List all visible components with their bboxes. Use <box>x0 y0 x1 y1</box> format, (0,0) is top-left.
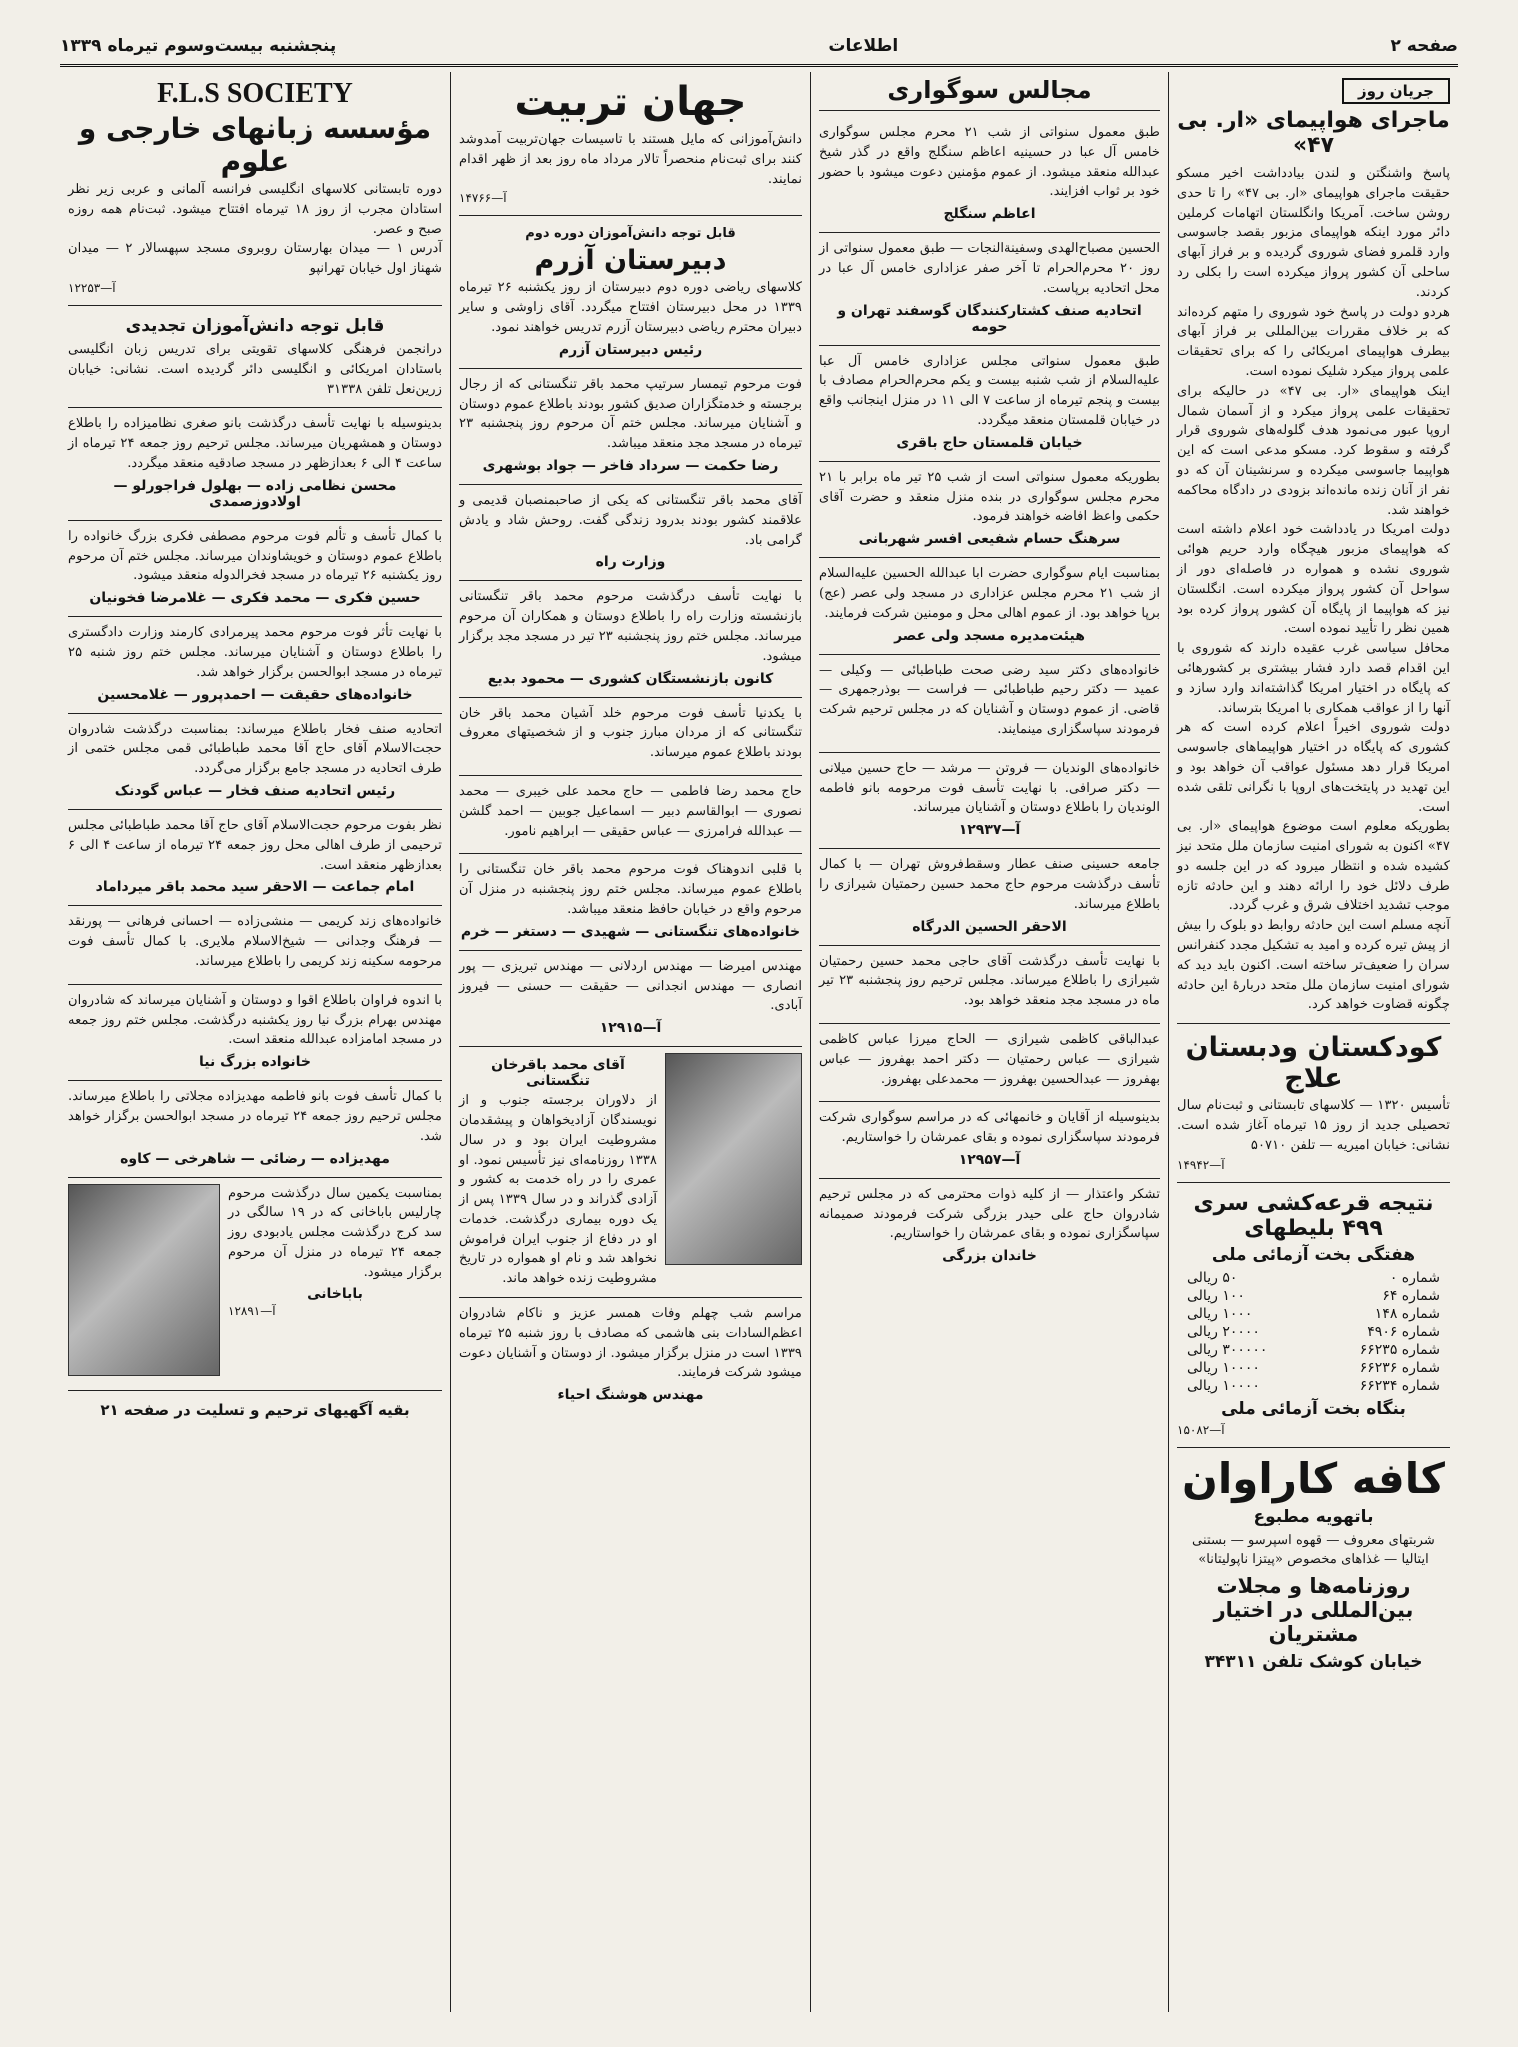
lottery-number: شماره ۶۴ <box>1382 1287 1440 1304</box>
notice-text: خانواده‌های دکتر سید رضی صحت طباطبائی — وکیلی — عمید — دکتر رحیم طباطبائی — فراست — بوذرجمهری — قاضی. از عموم دوستان و آشنایان که در مجلس ترحیم شرکت فرمودند سپاسگزاری مینمایند. <box>819 662 1160 737</box>
lottery-subtitle: هفتگی بخت آزمائی ملی <box>1211 1244 1416 1265</box>
obituary-notice <box>68 617 442 713</box>
notice-text: بمناسبت یکمین سال درگذشت مرحوم چارلیس باباخانی که در ۱۹ سالگی در سد کرج درگذشت مجلس یادبودی روز جمعه ۲۴ تیرماه در منزل آن مرحوم برگزار میشود. <box>228 1185 442 1280</box>
mourning-notice <box>819 655 1160 753</box>
mourning-notice <box>819 233 1160 345</box>
class-text: درانجمن فرهنگی کلاسهای تقویتی برای تدریس زبان انگلیسی باستادان امریکائی و انگلیسی دائر گردیده است. نشانی: خیابان زرین‌نعل تلفن ۳۱۳۳۸ <box>68 341 442 397</box>
portrait-photo <box>665 1053 802 1265</box>
column-mourning <box>810 72 1168 2012</box>
notice-signature: خانواده‌های حقیقت — احمدپرور — غلامحسین <box>97 686 413 703</box>
editorial-paragraph: بطوریکه معلوم است موضوع هواپیمای «ار. بی ۴۷» اکنون به شورای امنیت سازمان ملل متحد نیز کشیده شده و انتظار میرود که در این جلسه دو طرف دلائل خود را ارائه دهند و این حادثه تازه موجب تشدید اختلاف شرق و غرب گردد. <box>1177 819 1450 914</box>
notice-text: طبق معمول سنواتی مجلس عزاداری خامس آل عبا علیه‌السلام از شب شنبه بیست و یکم محرم‌الحرام مصادف با بیست و پنجم تیرماه از ساعت ۷ الی ۱۱ در منزل اینجانب واقع در خیابان قلمستان منعقد میگردد. <box>819 353 1160 428</box>
lottery-amount: ۱۰۰۰ ریالی <box>1187 1305 1253 1322</box>
notice-text: جامعه حسینی صنف عطار وسقط‌فروش تهران — با کمال تأسف درگذشت مرحوم حاج محمد حسین رحمتیان شیرازی را باطلاع میرساند. <box>819 857 1160 912</box>
notice-code: آ—۱۲۸۹۱ <box>228 1304 276 1319</box>
editorial-paragraph: دولت امریکا در یادداشت خود اعلام داشته است که هواپیمای مزبور هیچگاه وارد حریم هوائی شوروی نشده و همواره در فاصله‌ای دور از سواحل آن کشور پرواز میکرده است. انگلستان نیز که هواپیما از پایگاه آن کشور پرواز کرده بود همین نظر را تأیید نموده است. <box>1177 522 1450 637</box>
editorial-paragraph: اینک هواپیمای «ار. بی ۴۷» در حالیکه برای تحقیقات علمی پرواز میکرد و از آسمان شمال اروپا عبور می‌نمود هدف گلوله‌های شوروی قرار گرفته و سقوط کرد. مسکو مدعی است که این هواپیما جاسوسی میکرده و سرنشینان آن که دو نفر از آنان زنده مانده‌اند بزودی در دادگاه محاکمه خواهند شد. <box>1177 383 1450 518</box>
editorial-block <box>1177 72 1450 1024</box>
mourning-notice <box>819 946 1160 1024</box>
notice-signature: مهدیزاده — رضائی — شاهرخی — کاوه <box>120 1150 390 1167</box>
notice-text: با یکدنیا تأسف فوت مرحوم خلد آشیان محمد باقر خان تنگستانی که از مردان مبارز جنوب و از شخصیتهای معروف بودند باطلاع عموم میرساند. <box>459 705 802 761</box>
mourning-notice <box>819 1024 1160 1102</box>
obituary-notice <box>459 369 802 485</box>
remedial-class-ad <box>68 306 442 408</box>
lottery-code: آ—۱۵۰۸۲ <box>1177 1422 1225 1437</box>
school-address: آدرس ۱ — میدان بهارستان روبروی مسجد سپهسالار ۲ — میدان شهناز اول خیابان تهرانپو <box>68 241 442 277</box>
mourning-notice <box>819 1102 1160 1179</box>
journals-title: روزنامه‌ها و مجلات بین‌المللی در اختیار مشتریان <box>1213 1574 1414 1647</box>
newspaper-name: اطلاعات <box>828 36 899 56</box>
notice-signature: اعاظم سنگلج <box>943 206 1036 223</box>
lottery-number: شماره ۴۹۰۶ <box>1367 1323 1440 1340</box>
school-ad <box>459 216 802 368</box>
obituary-notice <box>459 776 802 854</box>
notice-signature: رئیس اتحادیه صنف فخار — عباس گودنک <box>114 782 396 799</box>
school-signature: رئیس دبیرستان آزرم <box>558 341 703 358</box>
notice-text: با اندوه فراوان باطلاع اقوا و دوستان و آشنایان میرساند که شادروان مهندس بهرام بزرگ نیا روز یکشنبه درگذشت. مجلس ختم روز جمعه در مسجد امامزاده عبدالله منعقد است. <box>68 992 442 1048</box>
lottery-row <box>1177 1341 1450 1359</box>
lottery-number: شماره ۰ <box>1389 1269 1440 1286</box>
mourning-title: مجالس سوگواری <box>819 76 1160 111</box>
lottery-amount: ۱۰۰۰۰ ریالی <box>1187 1377 1260 1394</box>
notice-signature: کانون بازنشستگان کشوری — محمود بدیع <box>487 670 774 687</box>
lottery-footer: بنگاه بخت آزمائی ملی <box>1221 1398 1406 1419</box>
cafe-ad <box>1177 1448 1450 1673</box>
memorial-photo-notice <box>68 1178 442 1391</box>
obituary-notice <box>459 485 802 581</box>
column-language-school <box>60 72 450 2012</box>
notice-text: بطوریکه معمول سنواتی است از شب ۲۵ تیر ماه برابر با ۲۱ محرم مجلس سوگواری در بنده منزل منعقد و حضرت آقای حکمی واعظ افاضه خواهند فرمود. <box>819 469 1161 525</box>
lottery-amount: ۱۰۰ ریالی <box>1187 1287 1245 1304</box>
lottery-amount: ۲۰۰۰۰ ریالی <box>1187 1323 1260 1340</box>
school-latin-title: F.L.S SOCIETY <box>157 78 353 109</box>
notice-text: آقای محمد باقر تنگستانی که یکی از صاحبمنصبان قدیمی و علاقمند کشور بودند بدرود زندگی گفت. روحش شاد و یادش گرامی باد. <box>459 492 802 548</box>
notice-text: طبق معمول سنواتی از شب ۲۱ محرم مجلس سوگواری خامس آل عبا در حسینیه اعاظم سنگلج واقع در گذر شیخ عبدالله منعقد میشود. از عموم مؤمنین دعوت میشود با حضور خود بر ثواب افزایند. <box>819 125 1161 200</box>
notice-text: اتحادیه صنف فخار باطلاع میرساند: بمناسبت درگذشت شادروان حجت‌الاسلام آقای حاج آقا محمد طباطبائی قمی مجلس ختمی از طرف اتحادیه در مسجد جامع برگزار می‌گردد. <box>68 721 442 777</box>
obituary-notice <box>459 581 802 697</box>
mourning-notice <box>819 346 1160 462</box>
notice-signature: آ—۱۲۹۳۷ <box>958 822 1021 839</box>
notice-signature: مهندس هوشنگ احیاء <box>557 1387 704 1404</box>
notice-signature: آ—۱۲۹۵۷ <box>958 1151 1021 1168</box>
lottery-amount: ۵۰ ریالی <box>1187 1269 1238 1286</box>
notice-text: خانواده‌های الوندیان — فروتن — مرشد — حاج حسین میلانی — دکتر صرافی. با نهایت تأسف فوت مرحومه بانو فاطمه الوندیان را باطلاع دوستان و آشنایان میرساند. <box>819 760 1160 816</box>
school-text: دوره تابستانی کلاسهای انگلیسی فرانسه آلمانی و عربی زیر نظر استادان مجرب از روز ۱۸ تیرماه افتتاح میشود. ثبت‌نام همه روزه صبح و عصر. <box>68 182 443 237</box>
editorial-paragraph: محافل سیاسی غرب عقیده دارند که شوروی با این اقدام قصد دارد فشار بیشتری بر کشورهائی که پایگاه در اختیار امریکا گذاشته‌اند وارد سازد و آنها را از عواقب همکاری با امریکا بترساند. <box>1177 641 1450 716</box>
obituary-notice <box>68 1081 442 1177</box>
ad-code: آ—۱۴۹۴۲ <box>1177 1157 1225 1172</box>
notice-text: فوت مرحوم تیمسار سرتیپ محمد باقر تنگستانی که از رجال برجسته و خدمتگزاران صدیق کشور بودند باطلاع عموم دوستان و آشنایان میرساند. مجلس ختم آن مرحوم روز پنجشنبه ۲۳ تیرماه در مسجد مجد منعقد میباشد. <box>459 376 802 452</box>
lottery-row <box>1177 1287 1450 1305</box>
lottery-number: شماره ۱۴۸ <box>1374 1305 1440 1322</box>
notice-signature: خانواده‌های تنگستانی — شهیدی — دستغر — خرم <box>460 923 801 940</box>
notice-signature: رضا حکمت — سرداد فاخر — جواد بوشهری <box>482 457 779 474</box>
mourning-notice <box>819 117 1160 233</box>
mourning-notice <box>819 558 1160 654</box>
notice-text: با نهایت تأسف درگذشت مرحوم محمد باقر تنگستانی بازنشسته وزارت راه را باطلاع دوستان و همکاران آن مرحوم میرساند. مجلس ختم روز پنجشنبه ۲۳ تیر در مسجد مجد برگزار میشود. <box>459 589 803 664</box>
obituary-notice <box>459 698 802 776</box>
lottery-amount: ۳۰۰۰۰۰ ریالی <box>1187 1341 1268 1358</box>
notice-text: با کمال تأسف فوت بانو فاطمه مهدیزاده مجلاتی را باطلاع میرساند. مجلس ترحیم روز جمعه ۲۴ تیرماه در مسجد ابوالحسن برگزار خواهد شد. <box>68 1089 442 1144</box>
class-title: قابل توجه دانش‌آموزان تجدیدی <box>125 315 385 336</box>
lottery-number: شماره ۶۶۲۳۴ <box>1359 1377 1440 1394</box>
mourning-notice <box>819 849 1160 945</box>
ad-title: کودکستان ودبستان علاج <box>1185 1032 1442 1095</box>
editorial-title: ماجرای هواپیمای «ار. بی ۴۷» <box>1177 108 1450 158</box>
obituary-notice <box>68 408 442 520</box>
notice-signature: خانواده بزرگ نیا <box>199 1054 311 1071</box>
education-title: جهان تربیت <box>514 79 747 125</box>
notice-text: با نهایت تأثر فوت مرحوم محمد پیرمرادی کارمند وزارت دادگستری را باطلاع دوستان و آشنایان میرساند. مجلس ختم روز شنبه ۲۵ تیرماه در مسجد ابوالحسن برگزار خواهد شد. <box>68 625 442 680</box>
editorial-paragraph: هردو دولت در پاسخ خود شوروی را متهم کرده‌اند که بر خلاف مقررات بین‌المللی بر فراز آبهای بیطرف هواپیمای امریکائی را که برای تحقیقات علمی پرواز میکرد شلیک نموده است. <box>1177 304 1450 379</box>
cafe-text: شربتهای معروف — قهوه اسپرسو — بستنی ایتالیا — غذاهای مخصوص «پیتزا ناپولیتانا» <box>1192 1532 1435 1568</box>
notice-signature: خیابان قلمستان حاج باقری <box>896 434 1083 451</box>
ad-text: تأسیس ۱۳۲۰ — کلاسهای تابستانی و ثبت‌نام سال تحصیلی جدید از روز ۱۵ تیرماه آغاز شده است. نشانی: خیابان امیریه — تلفن ۵۰۷۱۰ <box>1177 1098 1451 1153</box>
issue-date: پنجشنبه بیست‌وسوم تیرماه ۱۳۳۹ <box>60 36 337 56</box>
editorial-paragraph: دولت شوروی اخیراً اعلام کرده است که هر کشوری که پایگاه در اختیار هواپیماهای جاسوسی امریکا قرار دهد مسئول عواقب آن خواهد بود و این تهدید در پایتخت‌های اروپا با نگرانی تلقی شده است. <box>1177 720 1450 815</box>
school-kicker: قابل توجه دانش‌آموزان دوره دوم <box>525 226 736 242</box>
obituary-notice <box>68 906 442 984</box>
lottery-row <box>1177 1359 1450 1377</box>
school-title: دبیرستان آزرم <box>534 245 727 277</box>
obituary-notice <box>68 714 442 810</box>
school-title: مؤسسه زبانهای خارجی و علوم <box>78 112 432 178</box>
notice-text: مهندس امیرضا — مهندس اردلانی — مهندس تبریزی — پور انصاری — مهندس انجدانی — حقیقت — حسنی — فیروز آبادی. <box>459 958 802 1014</box>
memorial-notice <box>459 1298 802 1413</box>
notice-signature: باباخانی <box>307 1286 363 1303</box>
lottery-row <box>1177 1269 1450 1287</box>
notice-signature: سرهنگ حسام شفیعی افسر شهربانی <box>858 531 1121 548</box>
notice-text: حاج محمد رضا فاطمی — حاج محمد علی خیبری — محمد نصوری — ابوالقاسم دبیر — اسماعیل جوبین — احمد گلشن — عبدالله فرامرزی — عباس حقیقی — ابراهیم نامور. <box>459 783 802 839</box>
obituary-notice <box>68 985 442 1081</box>
lottery-row <box>1177 1377 1450 1395</box>
biography-name: آقای محمد باقرخان تنگستانی <box>491 1057 625 1090</box>
biography-text: از دلاوران برجسته جنوب و از نویسندگان آزادیخواهان و پیشقدمان مشروطیت ایران بود و در سال ۱۳۳۸ روزنامه‌ای نیز تأسیس نمود. او عمری را در راه خدمت به کشور و آزادی گذراند و در سال ۱۳۳۹ پس از یک دوره بیماری درگذشت. خدمات او در دفاع از جنوب ایران فراموش نخواهد شد و نام او همواره در تاریخ مشروطیت زنده خواهد ماند. <box>459 1093 657 1287</box>
lottery-amount: ۱۰۰۰۰ ریالی <box>1187 1359 1260 1376</box>
obituary-notice <box>459 854 802 950</box>
notice-signature: آ—۱۲۹۱۵ <box>599 1020 662 1037</box>
education-section <box>459 72 802 216</box>
obituary-notice <box>459 951 802 1047</box>
mourning-notice <box>819 462 1160 558</box>
notice-signature: هیئت‌مدیره مسجد ولی عصر <box>894 627 1085 644</box>
notice-text: الحسین مصباح‌الهدی وسفینةالنجات — طبق معمول سنواتی از روز ۲۰ محرم‌الحرام تا آخر صفر عزاداری خامس آل عبا در محل اتحادیه برپاست. <box>819 241 1160 296</box>
memorial-photo <box>68 1184 220 1376</box>
mourning-notice <box>819 753 1160 849</box>
editorial-paragraph: آنچه مسلم است این حادثه روابط دو بلوک را بیش از پیش تیره کرده و امید به تشکیل مجدد کنفرانس سران را ضعیف‌تر ساخته است. اکنون باید دید که شورای امنیت سازمان ملل متحد دربارهٔ این حادثه چگونه قضاوت خواهد کرد. <box>1177 918 1450 1013</box>
notice-text: با نهایت تأسف درگذشت آقای حاجی محمد حسین رحمتیان شیرازی را باطلاع میرساند. مجلس ترحیم روز پنجشنبه ۲۳ تیر ماه در مسجد مجد منعقد خواهد بود. <box>819 953 1160 1009</box>
notice-text: تشکر واعتذار — از کلیه ذوات محترمی که در مجلس ترحیم شادروان حاج علی حیدر بزرگی شرکت فرمودند صمیمانه سپاسگزاری نموده و بقای عمرشان را خواستاریم. <box>819 1186 1160 1242</box>
notice-text: عبدالباقی کاظمی شیرازی — الحاج میرزا عباس کاظمی شیرازی — عباس رحمتیان — دکتر احمد بهفروز — عباس بهفروز — عبدالحسین بهفروز — محمدعلی بهفروز. <box>819 1031 1160 1087</box>
education-code: آ—۱۴۷۶۶ <box>459 191 507 206</box>
section-label: جریان روز <box>1342 78 1450 104</box>
lottery-title: نتیجه قرعه‌کشی سری ۴۹۹ بلیطهای <box>1193 1190 1434 1241</box>
lottery-results <box>1177 1183 1450 1448</box>
notice-signature: محسن نظامی زاده — بهلول فراجورلو — اولادوزصمدی <box>113 477 397 510</box>
notice-signature: حسین فکری — محمد فکری — غلامرضا فخونیان <box>89 590 421 607</box>
editorial-paragraph: پاسخ واشنگتن و لندن بیادداشت اخیر مسکو حقیقت ماجرای هواپیمای «ار. بی ۴۷» را تا حدی روشن ساخت. آمریکا وانگلستان اتهامات کرملین دائر مورد اینکه هواپیمای مزبور بقصد جاسوسی وارد قلمرو فضای شوروی گردیده و بر فراز آبهای ساحلی آن کشور پرواز میکرده است را بکلی رد کردند. <box>1177 166 1450 300</box>
column-education <box>450 72 810 2012</box>
notice-text: خانواده‌های زند کریمی — منشی‌زاده — احسانی فرهانی — پورنقد — فرهنگ وجدانی — شیخ‌الاسلام ملایری. با کمال تأسف فوت مرحومه سکینه زند کریمی را باطلاع میرساند. <box>68 914 442 969</box>
kindergarten-ad <box>1177 1024 1450 1182</box>
cafe-name: کافه کاراوان <box>1182 1453 1445 1503</box>
school-text: کلاسهای ریاضی دوره دوم دبیرستان از روز یکشنبه ۲۶ تیرماه ۱۳۳۹ در محل دبیرستان افتتاح میگردد. آقای زاوشی و سایر دبیران محترم ریاضی دبیرستان آزرم تدریس خواهند نمود. <box>459 280 802 335</box>
lottery-number: شماره ۶۶۲۳۵ <box>1359 1341 1440 1358</box>
education-intro: دانش‌آموزانی که مایل هستند با تاسیسات جهان‌تربیت آمدوشد کنند برای ثبت‌نام منحصراً تالار مرداد ماه روز بعد از ظهر اقدام نمایند. <box>459 132 802 187</box>
cafe-address: خیابان کوشک تلفن ۳۴۳۱۱ <box>1204 1652 1423 1673</box>
lottery-number: شماره ۶۶۲۳۶ <box>1359 1359 1440 1376</box>
mourning-notice <box>819 1179 1160 1274</box>
notice-text: بدینوسیله از آقایان و خانمهائی که در مراسم سوگواری شرکت فرمودند سپاسگزاری نموده و بقای عمرشان را خواستاریم. <box>819 1110 1160 1146</box>
notice-signature: وزارت راه <box>595 554 666 571</box>
column-current-affairs <box>1168 72 1458 2012</box>
notice-text: با قلبی اندوهناک فوت مرحوم محمد باقر خان تنگستانی را باطلاع عموم میرساند. مجلس ختم روز پنجشنبه در منزل آن مرحوم واقع در خیابان حافظ منعقد میباشد. <box>459 862 802 917</box>
continued-footer: بقیه آگهیهای ترحیم و تسلیت در صفحه ۲۱ <box>100 1400 410 1419</box>
lottery-row <box>1177 1323 1450 1341</box>
language-school-ad <box>68 72 442 306</box>
notice-signature: امام جماعت — الاحقر سید محمد باقر میرداماد <box>95 879 415 896</box>
notice-text: با کمال تأسف و تألم فوت مرحوم مصطفی فکری بزرگ خانواده را باطلاع عموم دوستان و خویشاوندان میرساند. مجلس ختم آن مرحوم روز یکشنبه ۲۶ تیرماه در مسجد فخرالدوله منعقد میشود. <box>68 528 442 584</box>
lottery-row <box>1177 1305 1450 1323</box>
biography-block <box>459 1047 802 1298</box>
notice-text: بمناسبت ایام سوگواری حضرت ابا عبدالله الحسین علیه‌السلام از شب ۲۱ محرم مجلس عزاداری در مسجد ولی عصر (عج) برپا خواهد بود. از عموم اهالی محل و مومنین شرکت فرمایند. <box>819 566 1161 621</box>
cafe-subtitle: باتهویه مطبوع <box>1253 1506 1374 1527</box>
notice-text: مراسم شب چهلم وفات همسر عزیز و ناکام شادروان اعظم‌السادات بنی هاشمی که مصادف با روز شنبه ۲۵ تیرماه ۱۳۳۹ است در منزل برگزار میشود. از دوستان و آشنایان دعوت میشود شرکت فرمایند. <box>459 1306 803 1381</box>
notice-signature: خاندان بزرگی <box>942 1248 1037 1265</box>
notice-text: بدینوسیله با نهایت تأسف درگذشت بانو صغری نظامیزاده را باطلاع دوستان و همشهریان میرساند. مجلس ترحیم روز جمعه ۲۴ تیرماه از ساعت ۴ الی ۶ بعدازظهر در مسجد صادقیه منعقد میگردد. <box>68 416 442 471</box>
notice-signature: اتحادیه صنف کشتارکنندگان گوسفند تهران و حومه <box>837 302 1142 335</box>
school-code: آ—۱۲۲۵۳ <box>68 280 116 295</box>
obituary-notice <box>68 521 442 617</box>
page-header <box>60 28 1458 67</box>
page-number: صفحه ۲ <box>1390 36 1458 56</box>
page-columns <box>60 72 1458 2012</box>
notice-text: نظر بفوت مرحوم حجت‌الاسلام آقای حاج آقا محمد طباطبائی مجلس ترحیمی از طرف اهالی محل روز جمعه ۲۴ تیرماه از ساعت ۴ الی ۶ بعدازظهر منعقد است. <box>68 817 442 873</box>
obituary-notice <box>68 810 442 906</box>
notice-signature: الاحقر الحسین الدرگاه <box>912 918 1067 935</box>
